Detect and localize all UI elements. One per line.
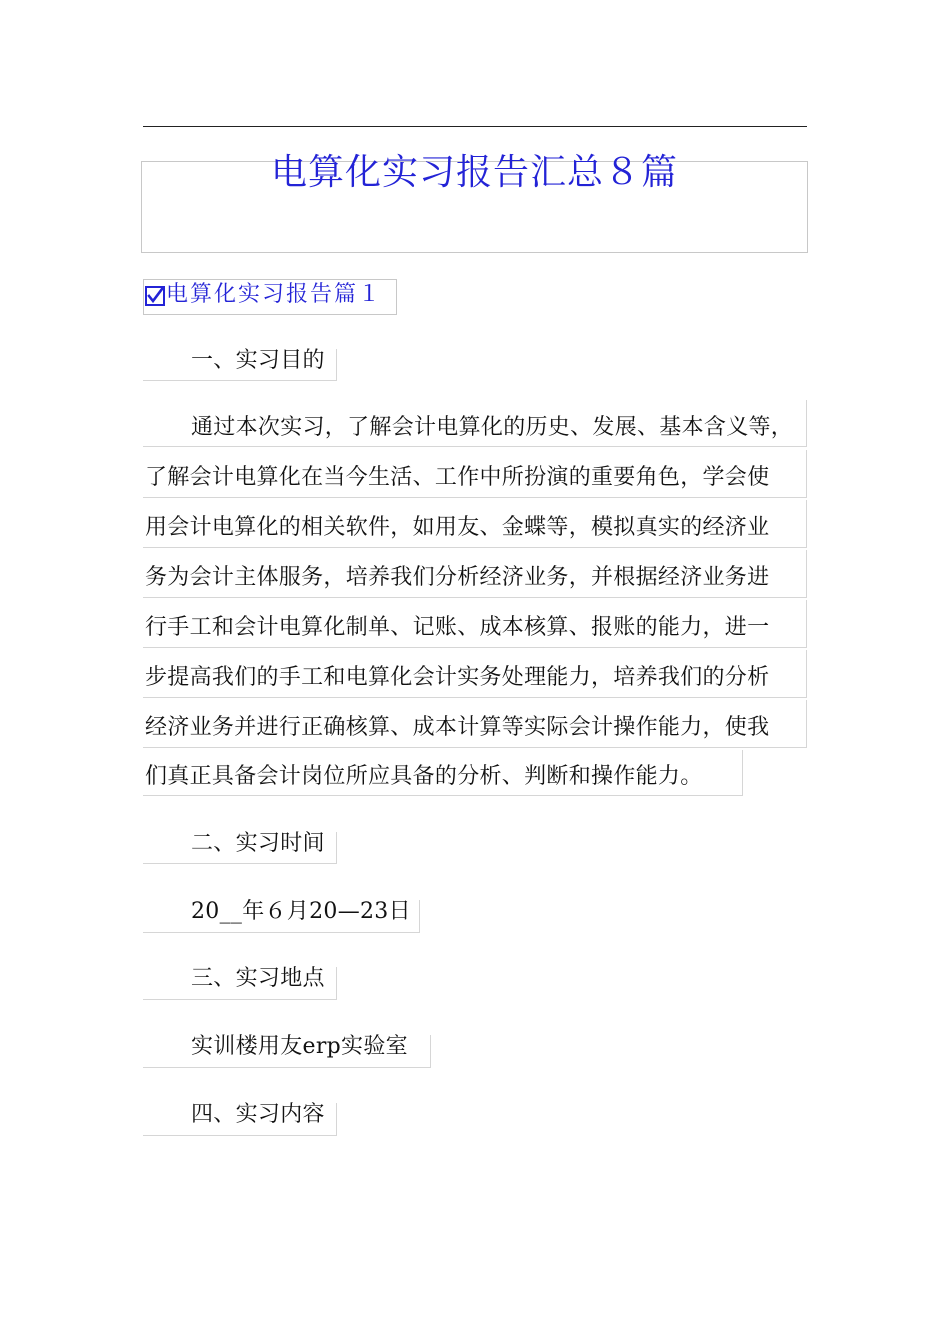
heading-content: 四、实习内容	[191, 1102, 325, 1127]
top-divider	[143, 126, 807, 127]
heading-location: 三、实习地点	[191, 966, 325, 991]
paragraph-line: 步提高我们的手工和电算化会计实务处理能力，培养我们的分析	[145, 665, 770, 690]
heading-time: 二、实习时间	[191, 831, 325, 856]
paragraph-line: 们真正具备会计岗位所应具备的分析、判断和操作能力。	[145, 764, 703, 789]
paragraph-line: 行手工和会计电算化制单、记账、成本核算、报账的能力，进一	[145, 615, 770, 640]
checkbox-checked-icon	[145, 286, 165, 306]
document-title: 电算化实习报告汇总８篇	[270, 152, 678, 193]
paragraph-line: 务为会计主体服务，培养我们分析经济业务，并根据经济业务进	[145, 565, 770, 590]
section-heading-text: 电算化实习报告篇１	[166, 281, 383, 307]
paragraph-line: 经济业务并进行正确核算、成本计算等实际会计操作能力，使我	[145, 715, 770, 740]
heading-purpose: 一、实习目的	[191, 348, 325, 373]
paragraph-line: 通过本次实习，了解会计电算化的历史、发展、基本含义等，	[191, 415, 794, 440]
section-heading	[145, 276, 382, 308]
internship-dates: 20__年６月20—23日	[191, 899, 411, 924]
paragraph-line: 了解会计电算化在当今生活、工作中所扮演的重要角色，学会使	[145, 465, 770, 490]
paragraph-line: 用会计电算化的相关软件，如用友、金蝶等，模拟真实的经济业	[145, 515, 770, 540]
internship-location: 实训楼用友erp实验室	[191, 1034, 408, 1059]
